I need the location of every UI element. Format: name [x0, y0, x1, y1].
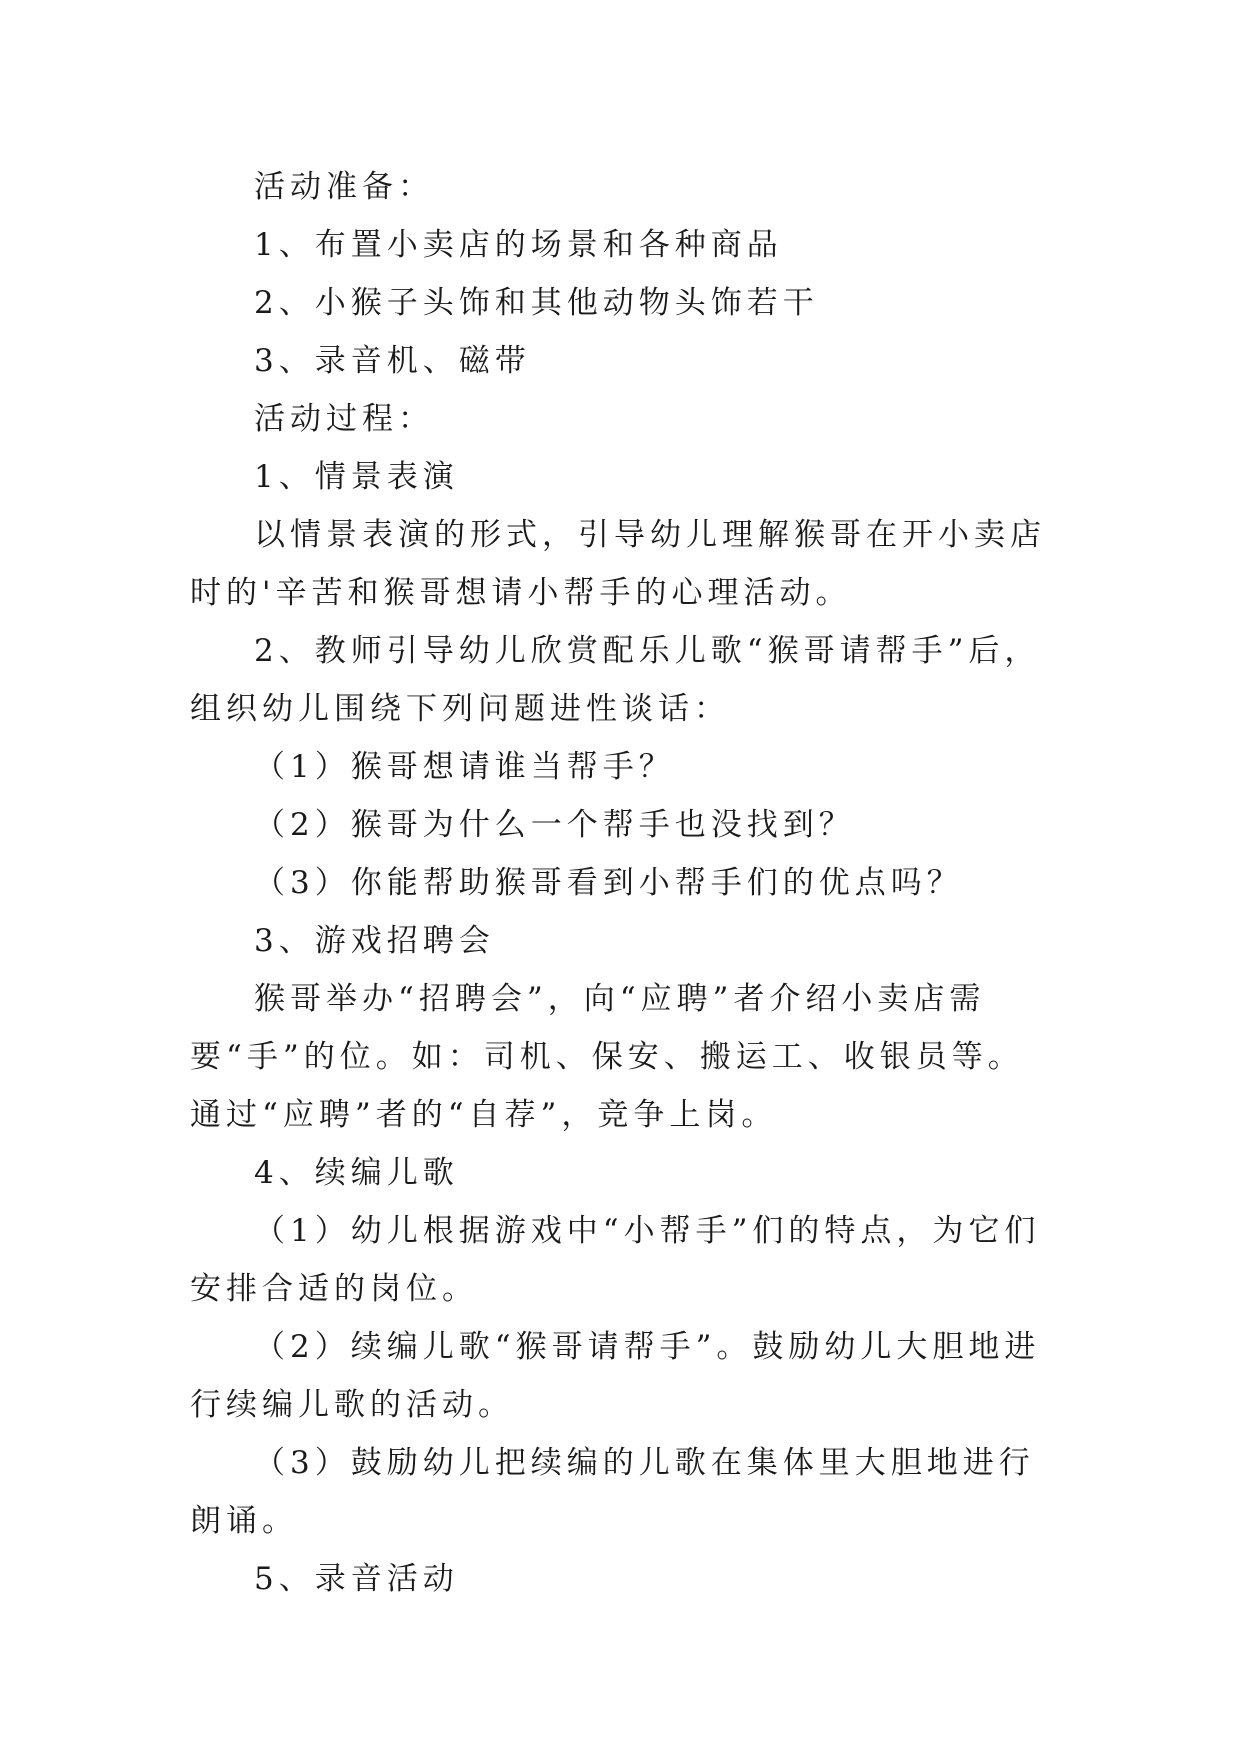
paragraph-preparation-item-1: 1、布置小卖店的场景和各种商品 — [254, 227, 783, 263]
paragraph-step-4-title: 4、续编儿歌 — [254, 1155, 459, 1191]
paragraph-step-2-body: 2、教师引导幼儿欣赏配乐儿歌“猴哥请帮手”后，组织幼儿围绕下列问题进性谈话： — [190, 633, 1041, 727]
paragraph-preparation-heading: 活动准备： — [254, 169, 434, 205]
paragraph-step-1-body: 以情景表演的形式，引导幼儿理解猴哥在开小卖店时的'辛苦和猴哥想请小帮手的心理活动。 — [190, 517, 1046, 611]
paragraph-step-5-title: 5、录音活动 — [254, 1561, 459, 1597]
paragraph-step-1-title: 1、情景表演 — [254, 459, 459, 495]
paragraph-step-4-item-2: （2）续编儿歌“猴哥请帮手”。鼓励幼儿大胆地进行续编儿歌的活动。 — [190, 1329, 1041, 1423]
paragraph-question-3: （3）你能帮助猴哥看到小帮手们的优点吗？ — [254, 865, 963, 901]
paragraph-preparation-item-3: 3、录音机、磁带 — [254, 343, 531, 379]
paragraph-question-2: （2）猴哥为什么一个帮手也没找到？ — [254, 807, 855, 843]
paragraph-step-3-title: 3、游戏招聘会 — [254, 923, 495, 959]
paragraph-step-4-item-1: （1）幼儿根据游戏中“小帮手”们的特点，为它们安排合适的岗位。 — [190, 1213, 1041, 1307]
paragraph-step-4-item-3: （3）鼓励幼儿把续编的儿歌在集体里大胆地进行朗诵。 — [190, 1445, 1035, 1539]
paragraph-preparation-item-2: 2、小猴子头饰和其他动物头饰若干 — [254, 285, 819, 321]
paragraph-process-heading: 活动过程： — [254, 401, 434, 437]
paragraph-step-3-body: 猴哥举办“招聘会”，向“应聘”者介绍小卖店需要“手”的位。如：司机、保安、搬运工、收银员等。通过“应聘”者的“自荐”，竞争上岗。 — [190, 981, 1024, 1133]
paragraph-question-1: （1）猴哥想请谁当帮手？ — [254, 749, 675, 785]
document-body — [190, 158, 1052, 1608]
